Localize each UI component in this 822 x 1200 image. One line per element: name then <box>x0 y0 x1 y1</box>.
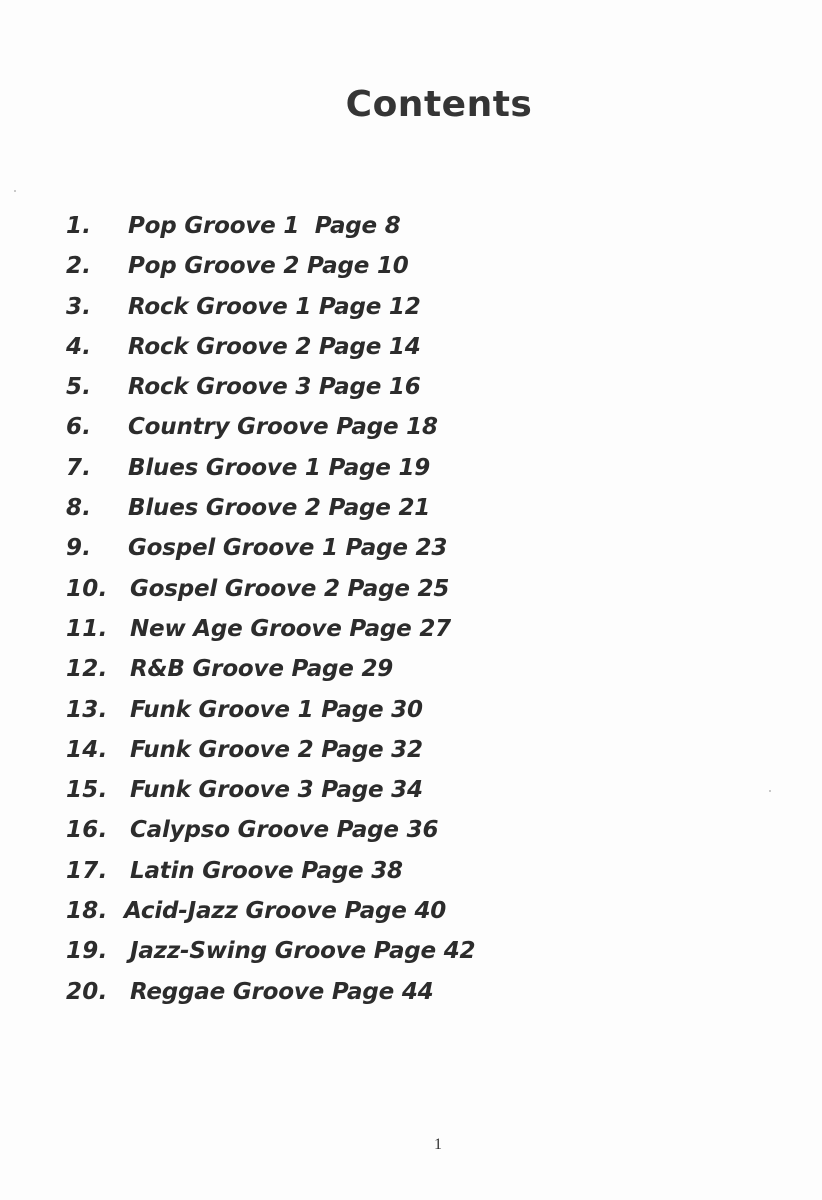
toc-item-number: 8. <box>66 495 92 522</box>
toc-item-number: 11. <box>66 615 108 642</box>
toc-item <box>66 327 475 367</box>
toc-item-text: Rock Groove 3 Page 16 <box>128 374 421 401</box>
toc-item-number: 14. <box>66 736 108 763</box>
toc-item-text: Blues Groove 2 Page 21 <box>128 495 431 522</box>
toc-item-text: Rock Groove 2 Page 14 <box>128 333 421 360</box>
toc-item-number: 4. <box>66 333 92 360</box>
toc-item-number: 20. <box>66 978 108 1005</box>
toc-item <box>66 407 475 447</box>
toc-item <box>66 931 475 971</box>
toc-item-number: 9. <box>66 535 92 562</box>
toc-item-number: 13. <box>66 696 108 723</box>
toc-item <box>66 851 475 891</box>
toc-item-text: Country Groove Page 18 <box>128 414 438 441</box>
toc-item <box>66 206 475 246</box>
toc-item <box>66 448 475 488</box>
toc-item <box>66 810 475 850</box>
toc-item-number: 5. <box>66 374 92 401</box>
toc-item <box>66 891 475 931</box>
toc-item-text: Jazz-Swing Groove Page 42 <box>130 938 476 965</box>
table-of-contents <box>66 206 475 1012</box>
toc-item-text: Calypso Groove Page 36 <box>130 817 439 844</box>
page-title: Contents <box>345 84 533 125</box>
toc-item <box>66 528 475 568</box>
toc-item-text: Gospel Groove 2 Page 25 <box>130 575 450 602</box>
toc-item <box>66 649 475 689</box>
toc-item-number: 6. <box>66 414 92 441</box>
toc-item-text: Rock Groove 1 Page 12 <box>128 293 421 320</box>
toc-item-text: New Age Groove Page 27 <box>130 615 451 642</box>
toc-item-text: Reggae Groove Page 44 <box>130 978 434 1005</box>
toc-item-number: 7. <box>66 454 92 481</box>
toc-item-number: 17. <box>66 857 108 884</box>
toc-item <box>66 690 475 730</box>
toc-item-text: Gospel Groove 1 Page 23 <box>128 535 448 562</box>
toc-item <box>66 246 475 286</box>
toc-item <box>66 770 475 810</box>
toc-item <box>66 730 475 770</box>
toc-item-text: Pop Groove 1 Page 8 <box>128 213 401 239</box>
page-number: 1 <box>434 1136 442 1153</box>
toc-item-text: R&B Groove Page 29 <box>130 656 394 683</box>
toc-item-text: Funk Groove 1 Page 30 <box>130 696 423 723</box>
toc-item-text: Pop Groove 2 Page 10 <box>128 253 409 280</box>
toc-item <box>66 287 475 327</box>
toc-item-number: 16. <box>66 817 108 844</box>
toc-item-number: 10. <box>66 575 108 602</box>
toc-item-number: 1. <box>66 213 92 239</box>
toc-item <box>66 367 475 407</box>
toc-item-number: 18. <box>66 898 108 925</box>
toc-item-text: Acid-Jazz Groove Page 40 <box>124 898 447 925</box>
toc-item-number: 19. <box>66 938 108 965</box>
toc-item <box>66 972 475 1012</box>
toc-item-number: 15. <box>66 777 108 804</box>
toc-item-text: Funk Groove 3 Page 34 <box>130 777 423 804</box>
scan-speck <box>769 790 771 792</box>
toc-item-text: Blues Groove 1 Page 19 <box>128 454 431 481</box>
toc-item <box>66 609 475 649</box>
scan-speck <box>14 190 16 192</box>
toc-item-text: Latin Groove Page 38 <box>130 857 403 884</box>
toc-item <box>66 569 475 609</box>
toc-item-text: Funk Groove 2 Page 32 <box>130 736 423 763</box>
toc-item <box>66 488 475 528</box>
toc-item-number: 12. <box>66 656 108 683</box>
toc-item-number: 2. <box>66 253 92 280</box>
toc-item-number: 3. <box>66 293 92 320</box>
